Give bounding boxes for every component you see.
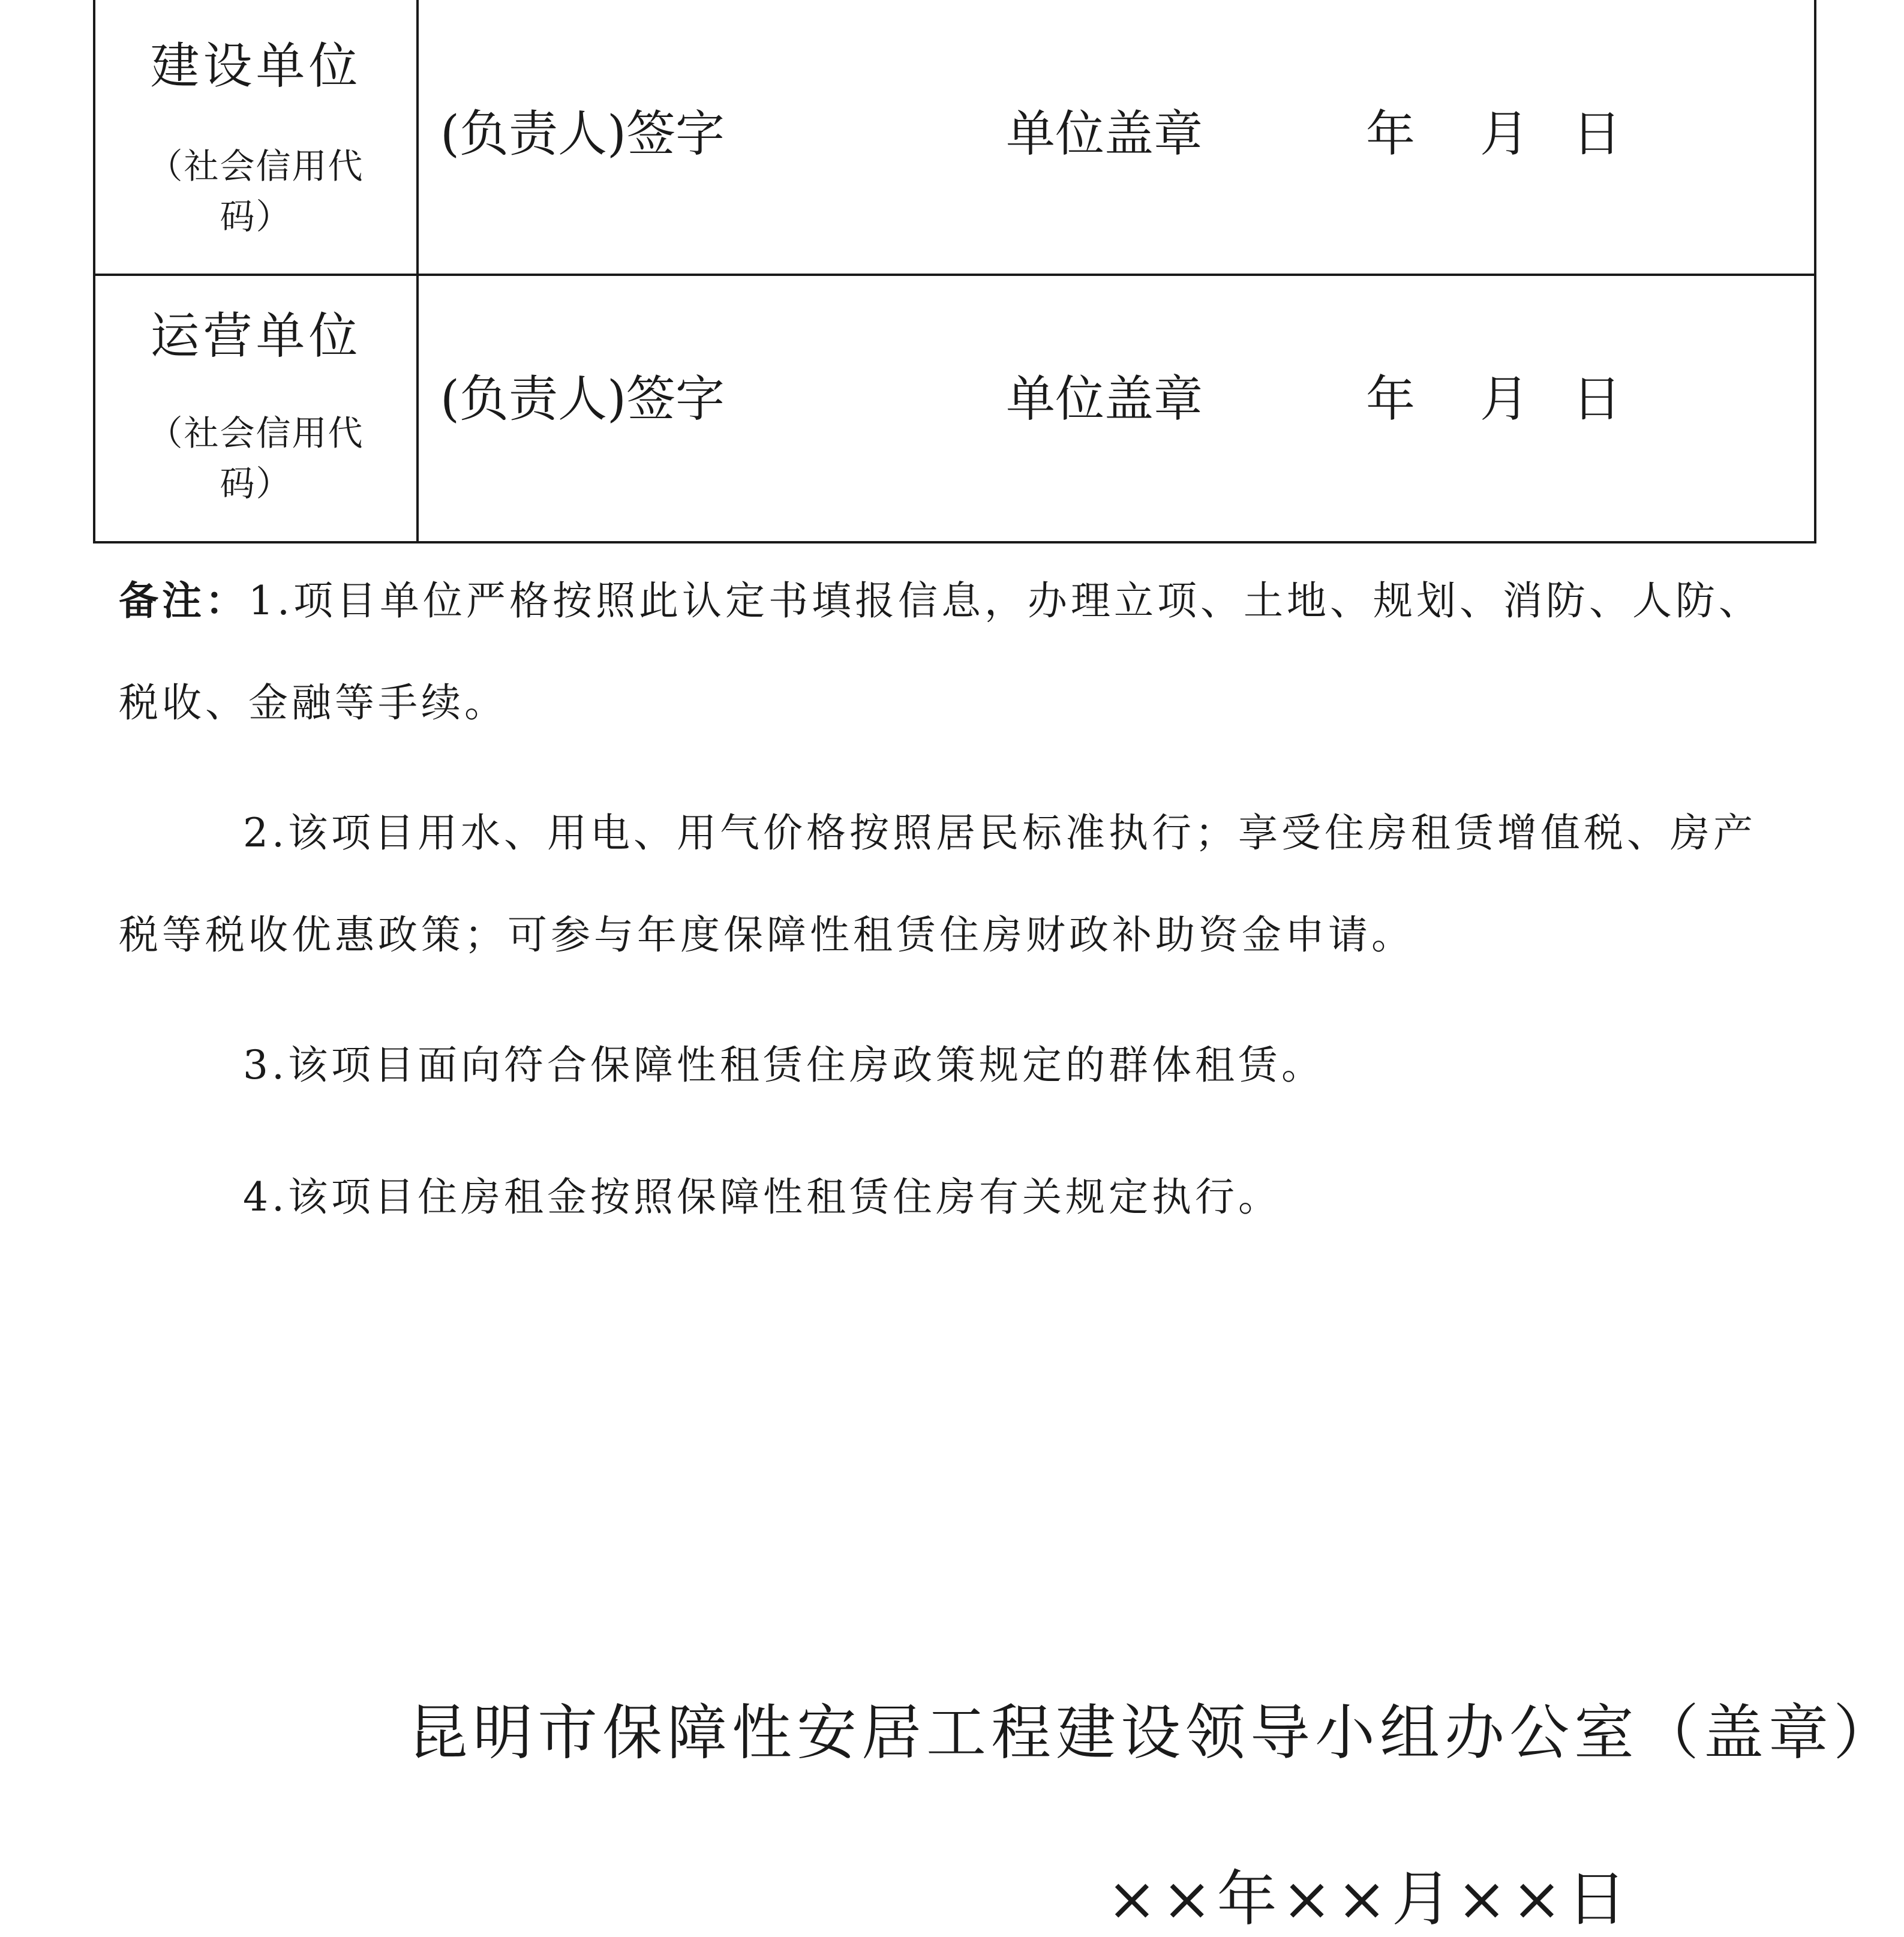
construction-unit-row xyxy=(95,0,1814,276)
operating-unit-row xyxy=(95,276,1814,541)
year-label: 年 xyxy=(1366,106,1416,163)
credit-code-label-line1: （社会信用代 xyxy=(148,413,364,454)
note-item-1-line-1 xyxy=(119,569,1816,626)
construction-unit-label: 建设单位 xyxy=(150,38,362,95)
responsible-person-signature-label: (负责人)签字 xyxy=(440,106,725,163)
note-label: 备注： xyxy=(119,577,248,624)
credit-code-label-line2: 码） xyxy=(220,463,292,504)
column-divider xyxy=(416,276,419,541)
unit-seal-label: 单位盖章 xyxy=(1006,106,1203,163)
day-label: 日 xyxy=(1572,106,1622,163)
unit-seal-label: 单位盖章 xyxy=(1006,371,1203,428)
note-item-3: 3.该项目面向符合保障性租赁住房政策规定的群体租赁。 xyxy=(243,1042,1325,1088)
issue-date: ××年××月××日 xyxy=(1107,1864,1632,1934)
credit-code-label-line1: （社会信用代 xyxy=(148,146,364,187)
note-item-4: 4.该项目住房租金按照保障性租赁住房有关规定执行。 xyxy=(243,1174,1281,1220)
note-item-1-line-2: 税收、金融等手续。 xyxy=(119,680,507,726)
month-label: 月 xyxy=(1480,106,1530,163)
credit-code-label-line2: 码） xyxy=(220,196,292,237)
month-label: 月 xyxy=(1480,371,1530,428)
column-divider xyxy=(416,0,419,274)
operating-unit-label: 运营单位 xyxy=(150,308,362,365)
issuing-office: 昆明市保障性安居工程建设领导小组办公室（盖章） xyxy=(408,1698,1898,1768)
note-item-2-line-2: 税等税收优惠政策；可参与年度保障性租赁住房财政补助资金申请。 xyxy=(119,912,1415,958)
responsible-person-signature-label: (负责人)签字 xyxy=(440,371,725,428)
note-item-1-text: 1.项目单位严格按照此认定书填报信息，办理立项、土地、规划、消防、人防、 xyxy=(248,578,1762,624)
day-label: 日 xyxy=(1572,371,1622,428)
year-label: 年 xyxy=(1366,371,1416,428)
note-item-2-line-1: 2.该项目用水、用电、用气价格按照居民标准执行；享受住房租赁增值税、房产 xyxy=(243,810,1756,856)
signature-table xyxy=(93,0,1816,543)
